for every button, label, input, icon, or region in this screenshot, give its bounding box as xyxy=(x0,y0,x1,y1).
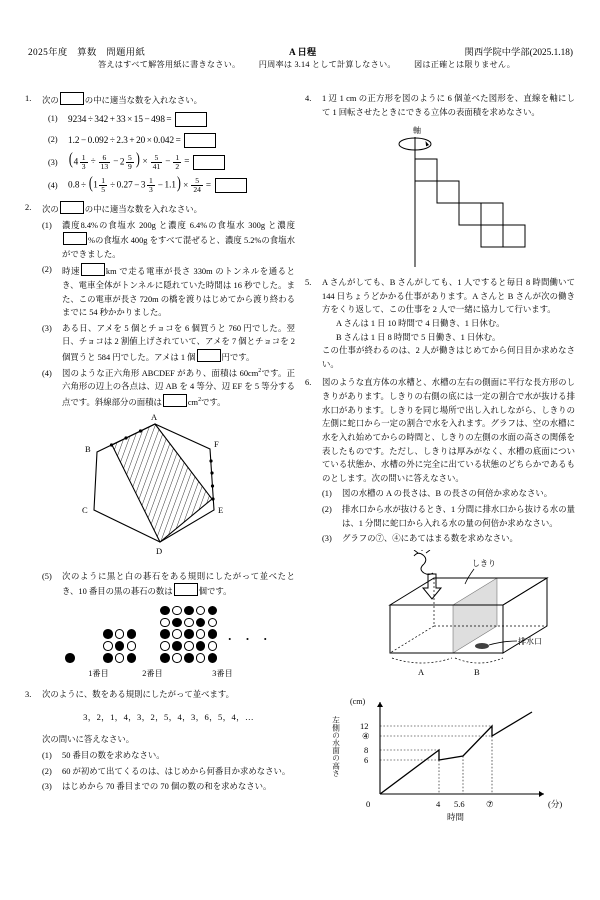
expression: 0.8 ÷ (1 $\frac{1}{5}$ ÷ 0.27 − 3 $\frac{1}{3}$ − 1.1) × $\frac{5}{24}$ = xyxy=(68,172,212,195)
problem-3-item-3 xyxy=(42,780,295,794)
division-point xyxy=(110,443,113,446)
item-text-a: 次のように黒と白の碁石をある規則にしたがって並べたとき、10 番目の黒の碁石の数は xyxy=(62,571,295,597)
item-number: (3) xyxy=(48,157,58,167)
division-point xyxy=(211,497,214,500)
white-stone xyxy=(172,653,182,663)
vertex-label-F: F xyxy=(214,438,219,449)
header-notes xyxy=(98,59,531,70)
inline-answer-box[interactable] xyxy=(174,583,198,596)
item-text-b2: です。 xyxy=(201,397,226,407)
problem-5 xyxy=(305,276,575,371)
item-text: 60 が初めて出てくるのは、はじめから何番目か求めなさい。 xyxy=(62,766,291,776)
problem-3 xyxy=(25,688,295,794)
y-tick-6: 6 xyxy=(364,754,369,765)
black-stone xyxy=(172,641,182,651)
problem-6 xyxy=(305,376,575,821)
item-number: (3) xyxy=(322,534,332,544)
black-stone xyxy=(160,606,170,616)
black-stone xyxy=(184,653,194,663)
vertex-label-D: D xyxy=(156,545,163,556)
inline-answer-box[interactable] xyxy=(60,201,84,214)
white-stone xyxy=(160,641,170,651)
problem-3-item-2 xyxy=(42,765,295,779)
problem-1-lead xyxy=(42,92,295,108)
length-label-A: A xyxy=(418,666,425,677)
item-text-b: 個です。 xyxy=(198,587,232,597)
inline-answer-box[interactable] xyxy=(197,349,221,362)
white-stone xyxy=(172,629,182,639)
problem-5-text-a: A さんがしても、B さんがしても、1 人ですると毎日 8 時間働いて 144 日ちょうどかかる仕事があります。A さんと B さんが次の働き方をくり返して、この仕事を 2 人で一緒に協力して行います。 xyxy=(322,278,575,315)
answer-box[interactable] xyxy=(215,178,247,193)
item-number: (1) xyxy=(322,489,332,499)
problem-5-line-b: B さんは 1 日 8 時間で 5 日働き、1 日休む。 xyxy=(336,332,501,342)
black-stone xyxy=(208,606,218,616)
problem-1-item-2 xyxy=(48,133,295,148)
left-column xyxy=(25,92,295,799)
black-stone xyxy=(127,629,137,639)
item-number: (3) xyxy=(42,782,52,792)
item-text-a2: です。正六角形の辺上の各点は、辺 AB を 4 等分、辺 EF を 5 等分する点です。斜線部分の面積は xyxy=(62,368,295,407)
x-tick-4: 4 xyxy=(436,798,441,809)
header-left-title: 2025年度 算数 問題用紙 xyxy=(28,48,146,58)
black-stone xyxy=(184,606,194,616)
expression: (4 $\frac{1}{3}$ ÷ $\frac{6}{13}$ − 2 $\frac{5}{9}$ ) × $\frac{5}{41}$ − $\frac{1}{2}$ = xyxy=(68,149,190,172)
black-stone xyxy=(196,618,206,628)
item-text-b: 円です。 xyxy=(221,353,255,363)
staircase-figure xyxy=(305,123,575,271)
water-level-graph xyxy=(322,694,575,822)
note-pi: 円周率は 3.14 として計算しなさい。 xyxy=(258,60,396,69)
black-stone xyxy=(160,653,170,663)
header-schedule: A 日程 xyxy=(289,48,317,58)
black-stone xyxy=(103,629,113,639)
problem-5-text-b: この仕事が終わるのは、2 人が働きはじめてから何日目か求めなさい。 xyxy=(322,346,575,369)
y-tick-i: ④ xyxy=(362,730,370,741)
white-stone xyxy=(184,641,194,651)
vertex-label-A: A xyxy=(151,413,158,422)
graph-svg xyxy=(322,694,587,822)
x-tick-56: 5.6 xyxy=(454,798,465,809)
superscript-two-2: 2 xyxy=(198,397,202,404)
problem-2-item-1 xyxy=(42,219,295,262)
y-tick-12: 12 xyxy=(360,720,369,731)
go-label-1: 1番目 xyxy=(88,668,109,678)
problem-1-number: 1. xyxy=(25,94,32,103)
white-stone xyxy=(196,606,206,616)
item-number: (1) xyxy=(42,220,52,230)
go-label-3: 3番目 xyxy=(212,668,233,678)
item-number: (3) xyxy=(42,323,52,333)
problem-6-text: 図のような直方体の水槽と、水槽の左右の側面に平行な長方形のしきりがあります。しきりの右側の底には一定の割合で水が抜ける排水口があります。しきりを同じ場所で出し入れしながら、しきりの左側に蛇口から一定の割合で水を入れます。グラフは、空の水槽に水を入れ始めてからの時間と、しきりの左側の水面の高さの関係を表したものです。ただし、しきりは厚みがなく、水槽の底面についている状態か、水槽の外に完全に出ている状態のどちらかであるものとします。次の問いに答えなさい。 xyxy=(322,378,575,483)
lead-text-a: 次の xyxy=(42,204,59,214)
white-stone xyxy=(184,618,194,628)
answer-box[interactable] xyxy=(175,112,207,127)
vertex-label-E: E xyxy=(218,504,224,515)
white-stone xyxy=(196,653,206,663)
hexagon-figure xyxy=(42,414,295,566)
item-text-b: cm xyxy=(187,397,199,407)
item-text-a: 時速 xyxy=(62,267,80,277)
inline-answer-box[interactable] xyxy=(60,92,84,105)
vertex-label-B: B xyxy=(85,443,91,454)
problem-6-number: 6. xyxy=(305,378,312,388)
white-stone xyxy=(115,653,125,663)
item-text-a: 濃度8.4%の食塩水 200g と濃度 6.4%の食塩水 300g と濃度 xyxy=(62,220,295,230)
length-label-B: B xyxy=(474,666,480,677)
lead-text-a: 次の xyxy=(42,96,59,105)
problem-4 xyxy=(305,92,575,271)
staircase-svg xyxy=(305,123,575,271)
go-stone-figure xyxy=(42,605,295,680)
item-text: 図の水槽の A の長さは、B の長さの何倍か求めなさい。 xyxy=(342,489,553,499)
go-group-2 xyxy=(102,628,137,663)
item-text-a: ある日、アメを 5 個とチョコを 6 個買うと 760 円でした。翌日、チョコは 2 割値上げされていて、アメを 7 個とチョコを 2 個買うと 584 円でした。アメは 1 個 xyxy=(62,323,295,363)
item-number: (5) xyxy=(42,571,52,581)
lead-text-b: の中に適当な数を入れなさい。 xyxy=(84,96,202,105)
x-tick-a: ⑦ xyxy=(486,798,494,809)
division-point xyxy=(139,429,142,432)
white-stone xyxy=(115,629,125,639)
water-tank-figure xyxy=(322,550,575,690)
go-group-1 xyxy=(64,652,76,664)
shaded-region xyxy=(112,424,212,542)
item-number: (4) xyxy=(42,368,52,378)
black-stone xyxy=(196,641,206,651)
hexagon-svg xyxy=(42,414,292,566)
go-label-2: 2番目 xyxy=(142,668,163,678)
data-line xyxy=(380,712,532,794)
partition-plane xyxy=(453,578,497,653)
guide-lines xyxy=(380,726,492,794)
problem-2-item-2 xyxy=(42,263,295,319)
problem-2-number: 2. xyxy=(25,202,32,212)
drain-label: 排水口 xyxy=(518,636,542,646)
division-point xyxy=(211,484,214,487)
item-number: (2) xyxy=(48,135,58,145)
white-stone xyxy=(160,618,170,628)
item-number: (1) xyxy=(42,751,52,761)
item-number: (1) xyxy=(48,114,58,124)
problem-3-ask: 次の問いに答えなさい。 xyxy=(42,735,135,745)
go-group-3 xyxy=(159,605,218,664)
division-point xyxy=(124,436,127,439)
problem-5-line-a: A さんは 1 日 10 時間で 4 日働き、1 日休む。 xyxy=(336,319,505,329)
answer-box[interactable] xyxy=(184,133,216,148)
note-answer-sheet: 答えはすべて解答用紙に書きなさい。 xyxy=(98,60,241,69)
right-column xyxy=(305,92,575,827)
ellipsis: ・ ・ ・ xyxy=(224,633,273,646)
y-axis-label: 左側の水面の高さ xyxy=(331,715,341,777)
item-number: (2) xyxy=(42,766,52,776)
problem-6-item-3 xyxy=(322,532,575,546)
problem-2-item-5 xyxy=(42,570,295,599)
black-stone xyxy=(103,653,113,663)
black-stone xyxy=(160,629,170,639)
problem-1-item-1 xyxy=(48,112,295,127)
y-unit-label: (cm) xyxy=(350,696,366,706)
black-stone xyxy=(172,618,182,628)
problem-3-lead: 次のように、数をある規則にしたがって並べます。 xyxy=(42,689,234,699)
drain-hole xyxy=(475,643,489,649)
white-stone xyxy=(172,606,182,616)
lead-text-b: の中に適当な数を入れなさい。 xyxy=(84,204,202,214)
superscript-two: 2 xyxy=(258,367,262,374)
inline-answer-box[interactable] xyxy=(63,232,87,245)
unit-squares xyxy=(415,159,525,247)
black-stone xyxy=(127,653,137,663)
problem-6-item-1 xyxy=(322,487,575,501)
item-text-a: 図のような正六角形 ABCDEF があり、面積は 60cm xyxy=(62,368,259,378)
axis-label: 軸 xyxy=(413,126,421,136)
white-stone xyxy=(103,641,113,651)
header-school: 関西学院中学部(2025.1.18) xyxy=(464,48,573,58)
black-stone xyxy=(184,629,194,639)
problem-4-text: 1 辺 1 cm の正方形を図のように 6 個並べた図形を、直線を軸にして 1 回転させたときにできる立体の表面積を求めなさい。 xyxy=(322,94,575,117)
item-text: 50 番目の数を求めなさい。 xyxy=(62,751,165,761)
problem-1-item-4 xyxy=(48,172,295,195)
black-stone xyxy=(208,629,218,639)
vertex-label-C: C xyxy=(82,504,88,515)
tank-svg xyxy=(322,550,587,690)
white-stone xyxy=(208,641,218,651)
page-header xyxy=(0,44,600,78)
division-point xyxy=(209,459,212,462)
item-number: (2) xyxy=(322,504,332,514)
problem-2-item-4 xyxy=(42,367,295,410)
white-stone xyxy=(196,629,206,639)
division-point xyxy=(210,471,213,474)
faucet-icon xyxy=(414,553,426,564)
rotation-arrow xyxy=(426,141,430,146)
item-number: (2) xyxy=(42,265,52,275)
x-axis-label: 時間 xyxy=(447,811,465,822)
problem-5-number: 5. xyxy=(305,278,312,288)
problem-3-item-1 xyxy=(42,749,295,763)
item-text-b: km で走る電車が長さ 330m のトンネルを通るとき、電車全体がトンネルに隠れていた時間は 16 秒でした。また、この電車が長さ 720m の橋を渡りはじめてから渡り終わるまでに 54 秒かかりました。 xyxy=(62,267,296,318)
black-stone xyxy=(65,653,75,663)
inline-answer-box[interactable] xyxy=(163,394,187,407)
y-tick-8: 8 xyxy=(364,744,369,755)
expression: 9234 ÷ 342 + 33 × 15 − 498 = xyxy=(68,113,172,124)
inline-answer-box[interactable] xyxy=(81,263,105,276)
problem-1-item-3 xyxy=(48,149,295,172)
x-unit-label: (分) xyxy=(548,798,563,809)
problem-3-number: 3. xyxy=(25,689,32,699)
problem-1 xyxy=(25,92,295,194)
note-figures: 図は正確とは限りません。 xyxy=(414,60,516,69)
go-labels xyxy=(42,667,295,680)
partition-label: しきり xyxy=(472,558,496,568)
problem-4-number: 4. xyxy=(305,94,312,103)
item-text: はじめから 70 番目までの 70 個の数の和を求めなさい。 xyxy=(62,782,272,792)
item-text-b: %の食塩水 400g をすべて混ぜると、濃度 5.2%の食塩水ができました。 xyxy=(62,236,295,259)
item-text: グラフの⑦、④にあてはまる数を求めなさい。 xyxy=(342,534,518,544)
problem-2 xyxy=(25,201,295,680)
item-number: (4) xyxy=(48,180,58,190)
number-sequence: 3，2，1，4，3，2，5，4，3，6，5，4，… xyxy=(83,711,254,722)
expression: 1.2 − 0.092 ÷ 2.3 + 20 × 0.042 = xyxy=(68,134,181,145)
problem-6-item-2 xyxy=(322,503,575,530)
black-stone xyxy=(208,653,218,663)
x-tick-0: 0 xyxy=(366,798,371,809)
answer-box[interactable] xyxy=(193,155,225,170)
problem-2-item-3 xyxy=(42,322,295,365)
white-stone xyxy=(127,641,137,651)
white-stone xyxy=(208,618,218,628)
black-stone xyxy=(115,641,125,651)
problem-2-lead xyxy=(42,201,295,217)
item-text: 排水口から水が抜けるとき、1 分間に排水口から抜ける水の量は、1 分間に蛇口から入れる水の量の何倍か求めなさい。 xyxy=(342,504,575,528)
